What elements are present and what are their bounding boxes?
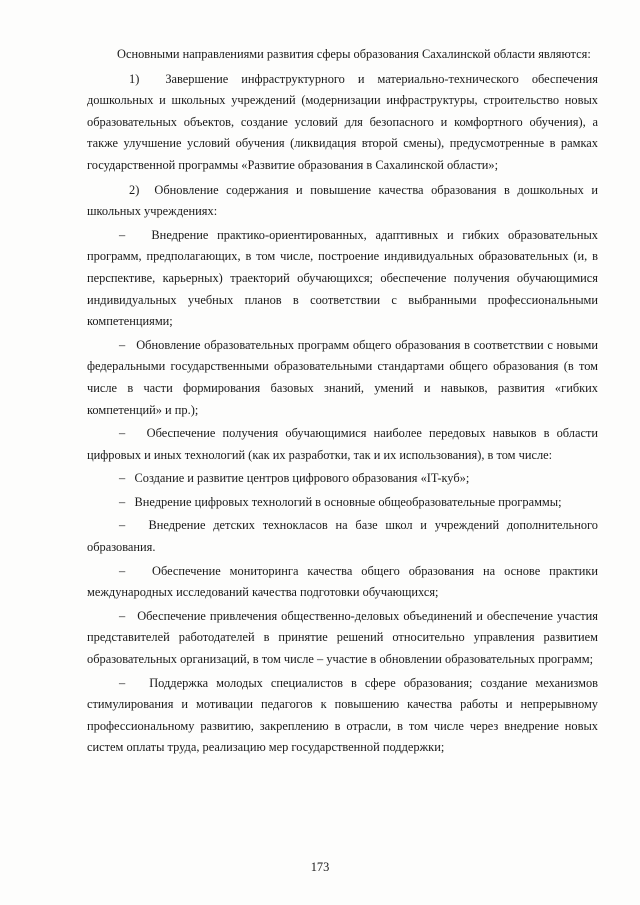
bullet-item [87,335,598,421]
bullet-text: Внедрение цифровых технологий в основные общеобразовательные программы; [134,494,562,509]
dash-marker: – [119,471,126,486]
bullet-item [87,492,598,514]
dash-marker: – [119,518,126,533]
bullet-item [87,468,598,490]
item-text: Обновление содержания и повышение качества образования в дошкольных и школьных учреждениях: [87,182,598,219]
intro-paragraph: Основными направлениями развития сферы образования Сахалинской области являются: [117,47,591,61]
bullet-text: Обеспечение получения обучающимися наиболее передовых навыков в области цифровых и иных технологий (как их разработки, так и их использования), в том числе: [87,426,598,462]
bullet-text: Внедрение детских технокласов на базе школ и учреждений дополнительного образования. [87,518,598,555]
bullet-item [87,515,598,558]
bullet-text: Обеспечение привлечения общественно-деловых объединений и обеспечение участия представителей работодателей в принятие решений относительно управления развитием образовательных организаций, в том числе – участие в обновлении образовательных программ; [87,608,598,667]
bullet-item [87,606,598,671]
item-text: Завершение инфраструктурного и материально-технического обеспечения дошкольных и школьных учреждений (модернизации инфраструктуры, строительство новых образовательных объектов, создание условий для безопасного и комфортного обучения), а также улучшение условий обучения (ликвидация второй смены), предусмотренные в рамках государственной программы «Развитие образования в Сахалинской области»; [87,71,598,172]
bullet-item [87,423,598,466]
page-number: 173 [310,860,330,874]
bullet-text: Обеспечение мониторинга качества общего образования на основе практики международных исследований качества подготовки обучающихся; [87,563,599,600]
bullet-text: Внедрение практико-ориентированных, адаптивных и гибких образовательных программ, предполагающих, в том числе, построение индивидуальных образовательных (и, в перспективе, карьерных) траекторий обучающихся; обеспечение получения обучающимися индивидуальных учебных планов в соответствии с выбранными профессиональными компетенциями; [87,227,598,329]
item-marker: 2) [129,182,140,197]
numbered-item-1 [87,69,598,177]
dash-marker: – [119,337,126,352]
bullet-text: Создание и развитие центров цифрового образования «IT-куб»; [134,471,470,486]
dash-marker: – [119,675,126,690]
bullet-item [87,561,598,604]
dash-marker: – [119,608,126,623]
bullet-item [87,225,598,333]
dash-marker: – [119,494,126,509]
dash-marker: – [119,227,126,242]
bullet-item [87,673,598,759]
bullet-text: Обновление образовательных программ общего образования в соответствии с новыми федеральными государственными образовательными стандартами общего образования (в том числе в части формирования базовых знаний, умений и навыков, развития «гибких компетенций» и пр.); [87,337,598,417]
dash-marker: – [119,426,126,441]
numbered-item-2 [87,180,598,223]
bullet-text: Поддержка молодых специалистов в сфере образования; создание механизмов стимулирования и мотивации педагогов к повышению качества работы и непрерывному профессиональному развитию, закреплению в отрасли, в том числе через внедрение новых систем оплаты труда, реализацию мер государственной поддержки; [87,675,598,755]
item-marker: 1) [129,71,140,86]
dash-marker: – [119,563,126,578]
